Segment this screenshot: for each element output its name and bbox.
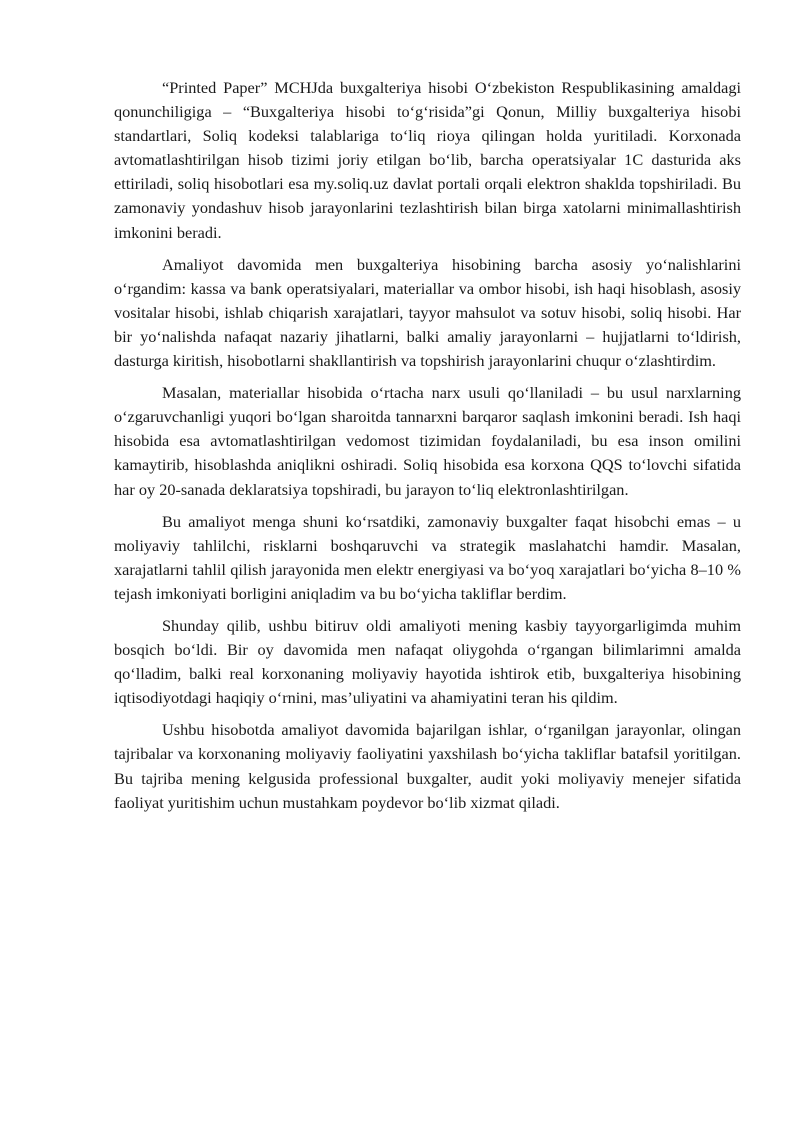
paragraph-company-accounting: “Printed Paper” MCHJda buxgalteriya hisobi O‘zbekiston Respublikasining amaldagi qonunchiligiga – “Buxgalteriya hisobi to‘g‘risida”gi Qonun, Milliy buxgalteriya hisobi standartlari, Soliq kodeksi talablariga to‘liq rioya qilingan holda yuritiladi. Korxonada avtomatlashtirilgan hisob tizimi joriy etilgan bo‘lib, barcha operatsiyalar 1C dasturida aks ettiriladi, soliq hisobotlari esa my.soliq.uz davlat portali orqali elektron shaklda topshiriladi. Bu zamonaviy yondashuv hisob jarayonlarini tezlashtirish bilan birga xatolarni minimallashtirish imkonini beradi.: [114, 78, 741, 242]
paragraph-modern-accountant: Bu amaliyot menga shuni ko‘rsatdiki, zamonaviy buxgalter faqat hisobchi emas – u moliyaviy tahlilchi, risklarni boshqaruvchi va strategik maslahatchi hamdir. Masalan, xarajatlarni tahlil qilish jarayonida men elektr energiyasi va bo‘yoq xarajatlari bo‘yicha 8–10 % tejash imkoniyati borligini aniqladim va bu bo‘yicha takliflar berdim.: [114, 511, 741, 603]
paragraph-conclusion: Shunday qilib, ushbu bitiruv oldi amaliyoti mening kasbiy tayyorgarligimda muhim bosqich bo‘ldi. Bir oy davomida men nafaqat oliygohda o‘rgangan bilimlarimni amalda qo‘lladim, balki real korxonaning moliyaviy hayotida ishtirok etib, buxgalteriya hisobining iqtisodiyotdagi haqiqiy o‘rnini, mas’uliyatini va ahamiyatini teran his qildim.: [114, 615, 741, 708]
paragraph-report-summary: Ushbu hisobotda amaliyot davomida bajarilgan ishlar, o‘rganilgan jarayonlar, olingan tajribalar va korxonaning moliyaviy faoliyatini yaxshilash bo‘yicha takliflar batafsil yoritilgan. Bu tajriba mening kelgusida professional buxgalter, audit yoki moliyaviy menejer sifatida faoliyat yuritishim uchun mustahkam poydevor bo‘lib xizmat qiladi.: [114, 720, 741, 812]
document-page: [114, 76, 741, 823]
paragraph-practice-areas: Amaliyot davomida men buxgalteriya hisobining barcha asosiy yo‘nalishlarini o‘rgandim: kassa va bank operatsiyalari, materiallar va ombor hisobi, ish haqi hisoblash, asosiy vositalar hisobi, ishlab chiqarish xarajatlari, tayyor mahsulot va sotuv hisobi, soliq hisobi. Har bir yo‘nalishda nafaqat nazariy jihatlarni, balki amaliy jarayonlarni – hujjatlarni to‘ldirish, dasturga kiritish, hisobotlarni shakllantirish va topshirish jarayonlarini chuqur o‘zlashtirdim.: [114, 254, 741, 371]
paragraph-examples: Masalan, materiallar hisobida o‘rtacha narx usuli qo‘llaniladi – bu usul narxlarning o‘zgaruvchanligi yuqori bo‘lgan sharoitda tannarxni barqaror saqlash imkonini beradi. Ish haqi hisobida esa avtomatlashtirilgan vedomost tizimidan foydalaniladi, bu esa inson omilini kamaytirib, hisoblashda aniqlikni oshiradi. Soliq hisobida esa korxona QQS to‘lovchi sifatida har oy 20-sanada deklaratsiya topshiradi, bu jarayon to‘liq elektronlashtirilgan.: [114, 383, 741, 499]
